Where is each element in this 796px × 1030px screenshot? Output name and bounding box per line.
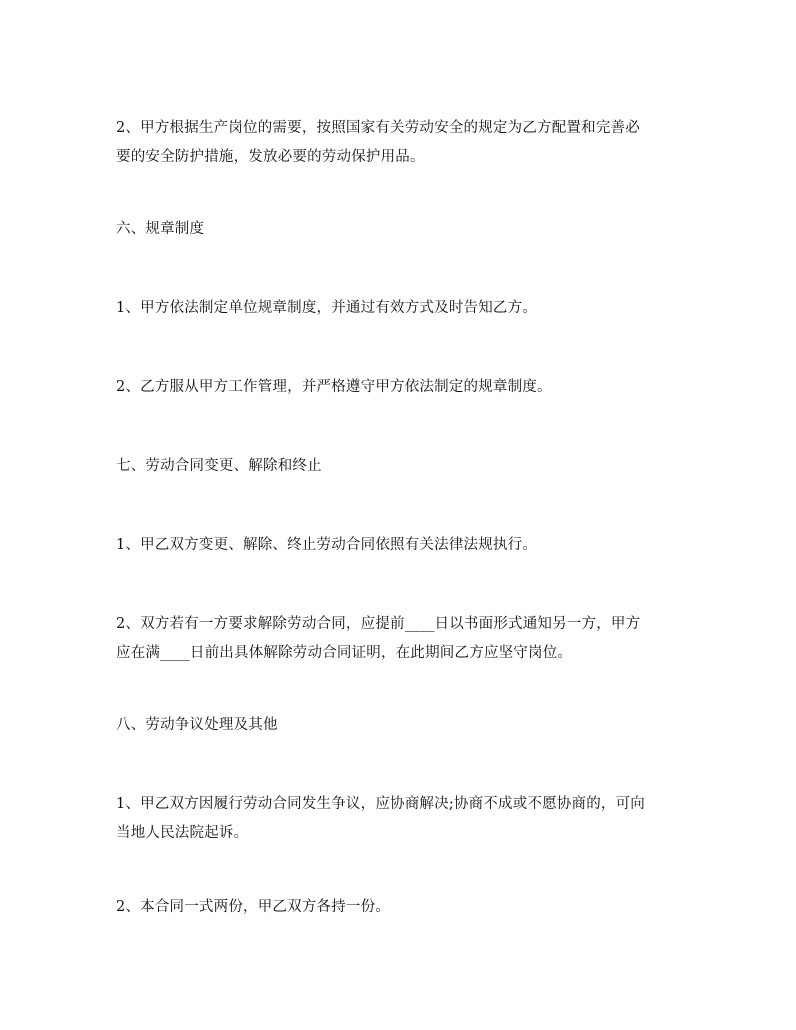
text-line: 1、甲方依法制定单位规章制度，并通过有效方式及时告知乙方。: [116, 300, 538, 316]
section-heading-contract-change: [116, 452, 322, 481]
heading-text: 七、劳动合同变更、解除和终止: [116, 458, 322, 474]
text-line: 应在满____日前出具体解除劳动合同证明，在此期间乙方应坚守岗位。: [116, 645, 573, 661]
section-heading-rules: [116, 215, 204, 244]
text-line: 2、本合同一式两份，甲乙双方各持一份。: [116, 899, 391, 915]
paragraph-termination-notice: [116, 610, 682, 668]
text-line: 1、甲乙双方变更、解除、终止劳动合同依照有关法律法规执行。: [116, 537, 538, 553]
paragraph-rules-compliance: [116, 373, 682, 402]
paragraph-safety-equipment: [116, 114, 682, 172]
heading-text: 六、规章制度: [116, 221, 205, 237]
paragraph-dispute-resolution: [116, 790, 682, 848]
text-line: 2、甲方根据生产岗位的需要，按照国家有关劳动安全的规定为乙方配置和完善必: [116, 120, 640, 136]
text-line: 要的安全防护措施，发放必要的劳动保护用品。: [116, 149, 425, 165]
paragraph-contract-law: [116, 531, 682, 560]
paragraph-copies: [116, 893, 682, 922]
heading-text: 八、劳动争议处理及其他: [116, 717, 278, 733]
paragraph-rules-notice: [116, 294, 682, 323]
text-line: 当地人民法院起诉。: [116, 825, 249, 841]
text-line: 2、乙方服从甲方工作管理，并严格遵守甲方依法制定的规章制度。: [116, 379, 552, 395]
text-line: 2、双方若有一方要求解除劳动合同，应提前____日以书面形式通知另一方，甲方: [116, 616, 641, 632]
section-heading-disputes: [116, 711, 278, 740]
text-line: 1、甲乙双方因履行劳动合同发生争议，应协商解决;协商不成或不愿协商的，可向: [116, 796, 646, 812]
